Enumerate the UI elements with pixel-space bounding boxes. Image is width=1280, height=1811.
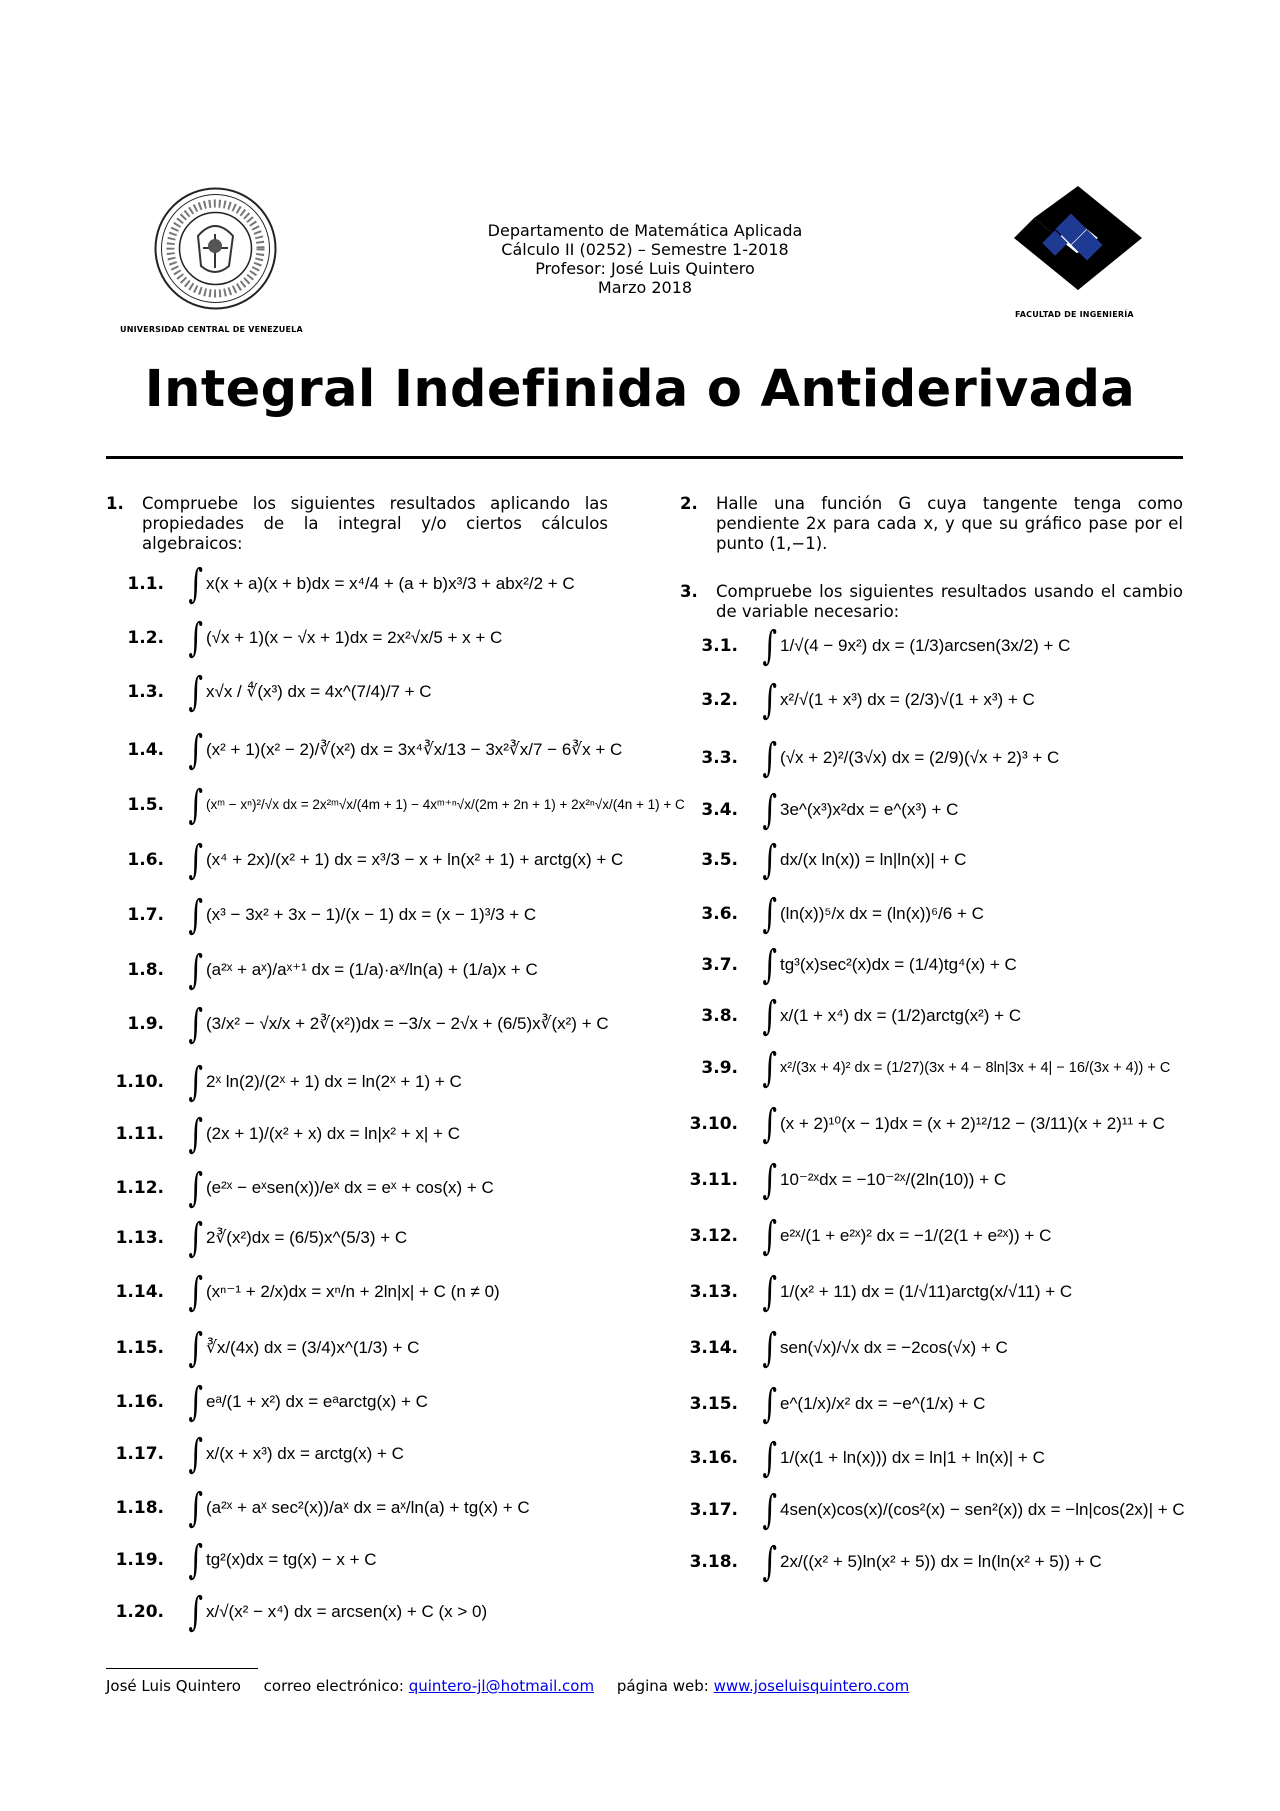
- exercise-formula: x²/√(1 + x³) dx = (2/3)√(1 + x³) + C: [780, 690, 1035, 709]
- exercise-number: 1.11.: [115, 1124, 164, 1144]
- integral-sign: ∫: [188, 892, 203, 938]
- integral-sign: ∫: [188, 1485, 203, 1531]
- exercise-number: 3.12.: [689, 1226, 738, 1246]
- problem-statement: Compruebe los siguientes resultados usando el cambio de variable necesario:: [716, 582, 1183, 621]
- exercise-item: [106, 947, 538, 993]
- problem-3: [680, 582, 1183, 622]
- integral-sign: ∫: [762, 891, 777, 937]
- exercise-formula: (e²ˣ − eˣsen(x))/eˣ dx = eˣ + cos(x) + C: [206, 1178, 494, 1197]
- exercise-formula: x√x / ∜(x³) dx = 4x^(7/4)/7 + C: [206, 682, 432, 701]
- exercise-item: [106, 1431, 404, 1477]
- exercise-number: 3.9.: [701, 1058, 738, 1078]
- exercise-item: [680, 1487, 1185, 1533]
- integral-sign: ∫: [762, 837, 777, 883]
- exercise-item: [106, 1589, 488, 1635]
- exercise-item: [106, 1001, 609, 1047]
- exercise-item: [106, 1269, 500, 1315]
- exercise-formula: (√x + 2)²/(3√x) dx = (2/9)(√x + 2)³ + C: [780, 748, 1060, 767]
- exercise-formula: (√x + 1)(x − √x + 1)dx = 2x²√x/5 + x + C: [206, 628, 503, 647]
- integral-sign: ∫: [762, 1045, 777, 1091]
- exercise-number: 1.20.: [115, 1602, 164, 1622]
- exercise-formula: (a²ˣ + aˣ sec²(x))/aˣ dx = aˣ/ln(a) + tg(x) + C: [206, 1498, 530, 1517]
- exercise-formula: x²/(3x + 4)² dx = (1/27)(3x + 4 − 8ln|3x + 4| − 16/(3x + 4)) + C: [780, 1060, 1171, 1076]
- exercise-item: [680, 837, 967, 883]
- exercise-formula: tg³(x)sec²(x)dx = (1/4)tg⁴(x) + C: [780, 955, 1017, 974]
- exercise-item: [680, 1101, 1165, 1147]
- exercise-number: 3.1.: [701, 636, 738, 656]
- department-line: Departamento de Matemática Aplicada: [487, 221, 803, 240]
- exercise-item: [680, 677, 1035, 723]
- footer: [106, 1677, 909, 1695]
- exercise-formula: x(x + a)(x + b)dx = x⁴/4 + (a + b)x³/3 + abx²/2 + C: [206, 574, 575, 593]
- exercise-number: 1.18.: [115, 1498, 164, 1518]
- exercise-number: 3.7.: [701, 955, 738, 975]
- exercise-item: [680, 942, 1017, 988]
- exercise-item: [680, 1381, 986, 1427]
- footer-web-label: página web:: [616, 1677, 709, 1695]
- exercise-item: [106, 1485, 530, 1531]
- exercise-formula: 3e^(x³)x²dx = e^(x³) + C: [780, 800, 959, 819]
- exercise-number: 1.7.: [127, 905, 164, 925]
- problem-statement: Halle una función G cuya tangente tenga como pendiente 2x para cada x, y que su gráfico pase por el punto (1,−1).: [716, 494, 1183, 553]
- integral-sign: ∫: [762, 1325, 777, 1371]
- exercise-item: [106, 1325, 420, 1371]
- integral-sign: ∫: [188, 1325, 203, 1371]
- exercise-formula: (x² + 1)(x² − 2)/∛(x²) dx = 3x⁴∛x/13 − 3x²∛x/7 − 6∛x + C: [206, 740, 623, 759]
- integral-sign: ∫: [762, 942, 777, 988]
- integral-sign: ∫: [762, 1381, 777, 1427]
- exercise-number: 3.3.: [701, 748, 738, 768]
- exercise-formula: e²ˣ/(1 + e²ˣ)² dx = −1/(2(1 + e²ˣ)) + C: [780, 1226, 1052, 1245]
- integral-sign: ∫: [188, 782, 203, 828]
- exercise-formula: tg²(x)dx = tg(x) − x + C: [206, 1550, 377, 1569]
- email-link[interactable]: quintero-jl@hotmail.com: [408, 1677, 595, 1695]
- exercise-number: 3.13.: [689, 1282, 738, 1302]
- exercise-item: [680, 1539, 1102, 1585]
- faculty-logo: [1010, 182, 1146, 294]
- integral-sign: ∫: [762, 1157, 777, 1203]
- exercise-item: [106, 1165, 494, 1211]
- exercise-formula: eᵃ/(1 + x²) dx = eᵃarctg(x) + C: [206, 1392, 428, 1411]
- exercise-number: 1.1.: [127, 574, 164, 594]
- exercise-number: 1.12.: [115, 1178, 164, 1198]
- integral-sign: ∫: [188, 615, 203, 661]
- exercise-number: 1.9.: [127, 1014, 164, 1034]
- title-divider: [106, 456, 1183, 459]
- exercise-item: [106, 615, 503, 661]
- exercise-item: [106, 669, 432, 715]
- exercise-item: [680, 891, 984, 937]
- integral-sign: ∫: [188, 669, 203, 715]
- exercise-item: [106, 1215, 408, 1261]
- exercise-formula: 2x/((x² + 5)ln(x² + 5)) dx = ln(ln(x² + 5)) + C: [780, 1552, 1102, 1571]
- exercise-item: [680, 1269, 1073, 1315]
- exercise-formula: sen(√x)/√x dx = −2cos(√x) + C: [780, 1338, 1008, 1357]
- exercise-number: 3.2.: [701, 690, 738, 710]
- exercise-item: [106, 782, 685, 828]
- integral-sign: ∫: [762, 677, 777, 723]
- exercise-number: 3.15.: [689, 1394, 738, 1414]
- course-line: Cálculo II (0252) – Semestre 1-2018: [501, 240, 789, 259]
- exercise-formula: (x + 2)¹⁰(x − 1)dx = (x + 2)¹²/12 − (3/11)(x + 2)¹¹ + C: [780, 1114, 1165, 1133]
- integral-sign: ∫: [188, 1379, 203, 1425]
- integral-sign: ∫: [762, 1487, 777, 1533]
- exercise-formula: 2∛(x²)dx = (6/5)x^(5/3) + C: [206, 1228, 408, 1247]
- exercise-number: 3.8.: [701, 1006, 738, 1026]
- exercise-item: [680, 1157, 1007, 1203]
- university-seal: [153, 186, 278, 311]
- integral-sign: ∫: [762, 623, 777, 669]
- faculty-label: FACULTAD DE INGENIERÍA: [1015, 310, 1134, 319]
- exercise-item: [106, 892, 537, 938]
- exercise-number: 1.15.: [115, 1338, 164, 1358]
- problem-statement: Compruebe los siguientes resultados aplicando las propiedades de la integral y/o ciertos cálculos algebraicos:: [142, 494, 608, 553]
- exercise-formula: ∛x/(4x) dx = (3/4)x^(1/3) + C: [206, 1338, 420, 1357]
- right-column: [680, 494, 1185, 1585]
- exercise-formula: (x³ − 3x² + 3x − 1)/(x − 1) dx = (x − 1)³/3 + C: [206, 905, 537, 924]
- exercise-item: [680, 623, 1071, 669]
- integral-sign: ∫: [762, 1435, 777, 1481]
- exercise-formula: (xⁿ⁻¹ + 2/x)dx = xⁿ/n + 2ln|x| + C (n ≠ 0): [206, 1282, 500, 1301]
- integral-sign: ∫: [188, 1059, 203, 1105]
- problem-number: 1.: [106, 494, 124, 513]
- exercise-number: 3.10.: [689, 1114, 738, 1134]
- exercise-number: 1.13.: [115, 1228, 164, 1248]
- exercise-formula: (xᵐ − xⁿ)²/√x dx = 2x²ᵐ√x/(4m + 1) − 4xᵐ⁺ⁿ√x/(2m + 2n + 1) + 2x²ⁿ√x/(4n + 1) + C: [206, 797, 685, 812]
- exercise-item: [106, 1379, 428, 1425]
- exercise-item: [680, 1213, 1052, 1259]
- integral-sign: ∫: [188, 1431, 203, 1477]
- integral-sign: ∫: [762, 1101, 777, 1147]
- integral-sign: ∫: [762, 1539, 777, 1585]
- exercise-formula: dx/(x ln(x)) = ln|ln(x)| + C: [780, 850, 967, 869]
- university-label: UNIVERSIDAD CENTRAL DE VENEZUELA: [120, 325, 303, 334]
- exercise-formula: (x⁴ + 2x)/(x² + 1) dx = x³/3 − x + ln(x² + 1) + arctg(x) + C: [206, 850, 624, 869]
- exercise-formula: x/√(x² − x⁴) dx = arcsen(x) + C (x > 0): [206, 1602, 488, 1621]
- exercise-formula: (2x + 1)/(x² + x) dx = ln|x² + x| + C: [206, 1124, 460, 1143]
- exercise-number: 3.11.: [689, 1170, 738, 1190]
- exercise-formula: 1/√(4 − 9x²) dx = (1/3)arcsen(3x/2) + C: [780, 636, 1071, 655]
- exercise-number: 1.2.: [127, 628, 164, 648]
- problem-2: [680, 494, 1183, 554]
- exercise-number: 1.19.: [115, 1550, 164, 1570]
- integral-sign: ∫: [188, 1165, 203, 1211]
- integral-sign: ∫: [188, 1001, 203, 1047]
- integral-sign: ∫: [188, 727, 203, 773]
- exercise-formula: 1/(x(1 + ln(x))) dx = ln|1 + ln(x)| + C: [780, 1448, 1045, 1467]
- exercise-formula: (ln(x))⁵/x dx = (ln(x))⁶/6 + C: [780, 904, 984, 923]
- exercise-number: 3.18.: [689, 1552, 738, 1572]
- integral-sign: ∫: [762, 787, 777, 833]
- problem-number: 2.: [680, 494, 698, 513]
- exercise-formula: (a²ˣ + aˣ)/aˣ⁺¹ dx = (1/a)·aˣ/ln(a) + (1/a)x + C: [206, 960, 538, 979]
- website-link[interactable]: www.joseluisquintero.com: [713, 1677, 910, 1695]
- page-title: Integral Indefinida o Antiderivada: [144, 360, 1136, 419]
- integral-sign: ∫: [188, 1537, 203, 1583]
- exercise-number: 1.14.: [115, 1282, 164, 1302]
- exercise-formula: 10⁻²ˣdx = −10⁻²ˣ/(2ln(10)) + C: [780, 1170, 1007, 1189]
- integral-sign: ∫: [762, 1269, 777, 1315]
- exercise-number: 1.16.: [115, 1392, 164, 1412]
- exercise-formula: 4sen(x)cos(x)/(cos²(x) − sen²(x)) dx = −ln|cos(2x)| + C: [780, 1500, 1185, 1519]
- integral-sign: ∫: [762, 735, 777, 781]
- exercise-formula: 1/(x² + 11) dx = (1/√11)arctg(x/√11) + C: [780, 1282, 1073, 1301]
- exercise-formula: 2ˣ ln(2)/(2ˣ + 1) dx = ln(2ˣ + 1) + C: [206, 1072, 462, 1091]
- integral-sign: ∫: [188, 1589, 203, 1635]
- integral-sign: ∫: [188, 1111, 203, 1157]
- exercise-item: [106, 561, 575, 607]
- exercise-number: 3.16.: [689, 1448, 738, 1468]
- integral-sign: ∫: [188, 1215, 203, 1261]
- exercise-number: 3.6.: [701, 904, 738, 924]
- exercise-item: [680, 993, 1022, 1039]
- date-line: Marzo 2018: [597, 278, 693, 297]
- exercise-item: [106, 727, 623, 773]
- exercise-item: [680, 1325, 1008, 1371]
- exercise-formula: x/(1 + x⁴) dx = (1/2)arctg(x²) + C: [780, 1006, 1022, 1025]
- exercise-number: 1.4.: [127, 740, 164, 760]
- exercise-item: [680, 1045, 1171, 1091]
- exercise-number: 3.5.: [701, 850, 738, 870]
- exercise-number: 1.10.: [115, 1072, 164, 1092]
- exercise-number: 3.17.: [689, 1500, 738, 1520]
- exercise-item: [106, 1111, 460, 1157]
- exercise-formula: x/(x + x³) dx = arctg(x) + C: [206, 1444, 404, 1463]
- integral-sign: ∫: [188, 561, 203, 607]
- problem-1: [106, 494, 608, 554]
- integral-sign: ∫: [188, 947, 203, 993]
- integral-sign: ∫: [762, 1213, 777, 1259]
- exercise-number: 1.8.: [127, 960, 164, 980]
- professor-line: Profesor: José Luis Quintero: [535, 259, 755, 278]
- exercise-number: 1.17.: [115, 1444, 164, 1464]
- exercise-item: [106, 1537, 377, 1583]
- exercise-item: [106, 1059, 462, 1105]
- footer-author: José Luis Quintero: [106, 1677, 241, 1695]
- footer-email-label: correo electrónico:: [263, 1677, 404, 1695]
- problem-number: 3.: [680, 582, 698, 601]
- exercise-item: [680, 787, 959, 833]
- exercise-item: [680, 735, 1060, 781]
- integral-sign: ∫: [188, 837, 203, 883]
- integral-sign: ∫: [188, 1269, 203, 1315]
- exercise-formula: (3/x² − √x/x + 2∛(x²))dx = −3/x − 2√x + (6/5)x∛(x²) + C: [206, 1014, 609, 1033]
- integral-sign: ∫: [762, 993, 777, 1039]
- left-column: [106, 494, 685, 1635]
- footer-divider: [106, 1668, 258, 1669]
- exercise-number: 1.5.: [127, 795, 164, 815]
- exercise-formula: e^(1/x)/x² dx = −e^(1/x) + C: [780, 1394, 986, 1413]
- course-header: [400, 221, 890, 297]
- exercise-number: 3.14.: [689, 1338, 738, 1358]
- exercise-item: [106, 837, 624, 883]
- exercise-number: 1.6.: [127, 850, 164, 870]
- exercise-number: 3.4.: [701, 800, 738, 820]
- exercise-item: [680, 1435, 1045, 1481]
- exercise-number: 1.3.: [127, 682, 164, 702]
